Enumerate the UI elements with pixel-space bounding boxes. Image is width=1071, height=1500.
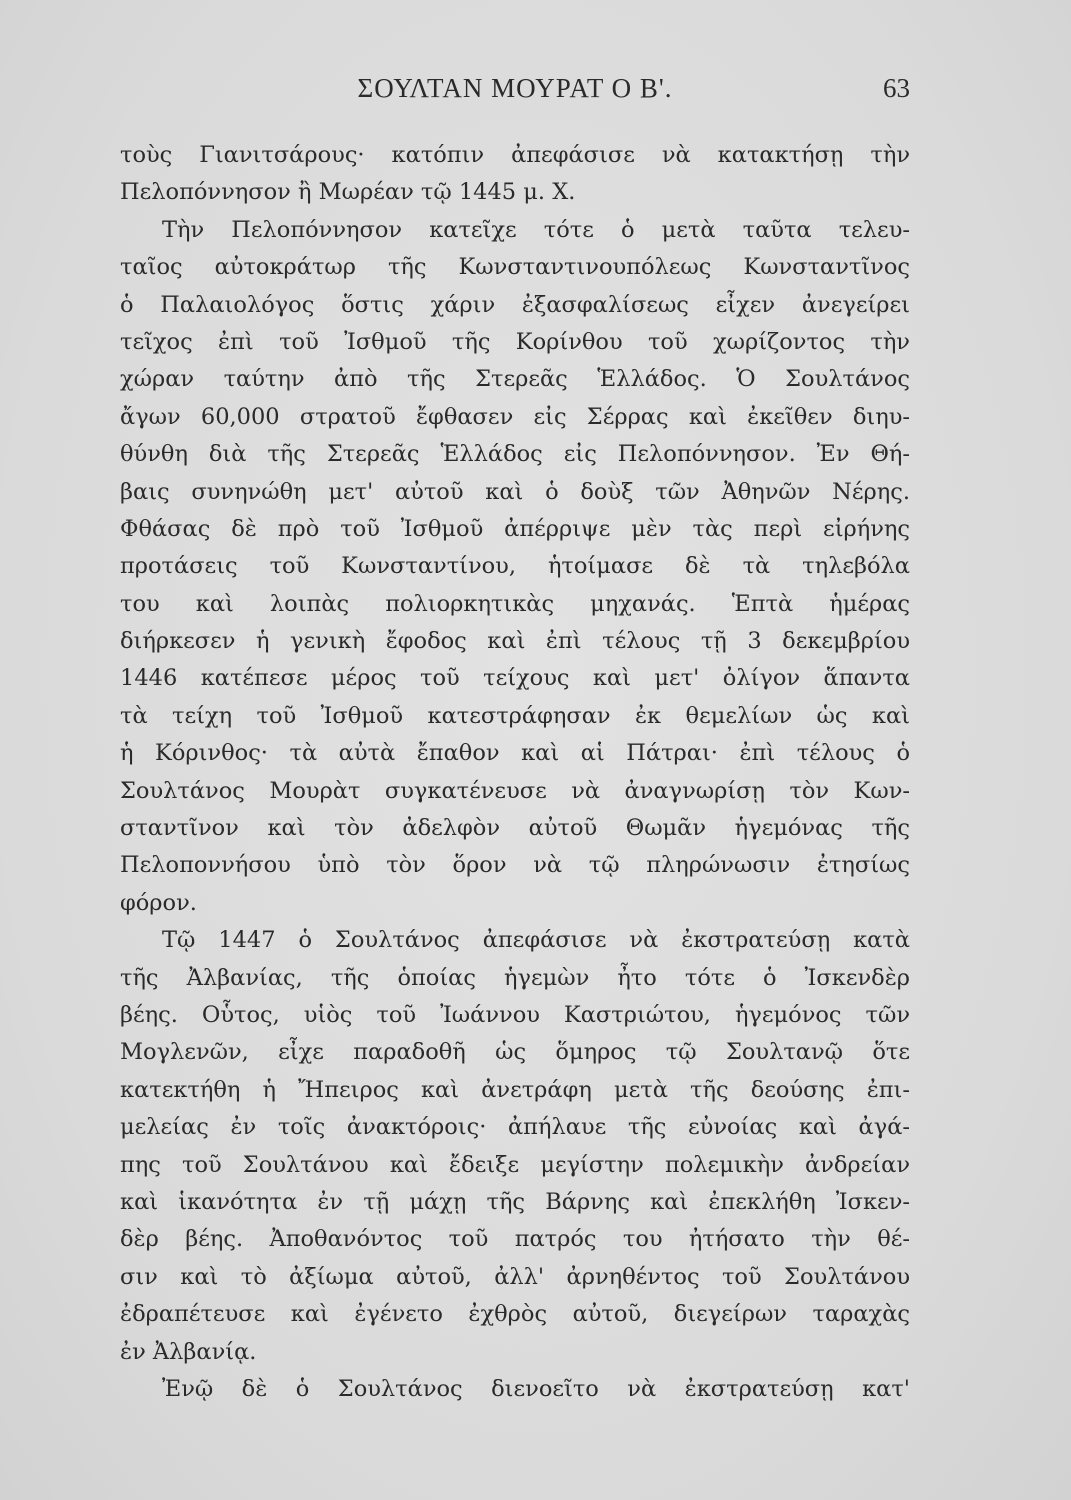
text-line: προτάσεις τοῦ Κωνσταντίνου, ἡτοίμασε δὲ τὰ τηλεβόλα xyxy=(120,553,910,580)
text-line: κατεκτήθη ἡ Ἤπειρος καὶ ἀνετράφη μετὰ τῆς δεούσης ἐπι- xyxy=(120,1076,910,1103)
text-line: καὶ ἱκανότητα ἐν τῇ μάχῃ τῆς Βάρνης καὶ ἐπεκλήθη Ἰσκεν- xyxy=(120,1188,910,1215)
text-line: Μογλενῶν, εἶχε παραδοθῆ ὡς ὅμηρος τῷ Σουλτανῷ ὅτε xyxy=(120,1039,910,1066)
text-line: 1446 κατέπεσε μέρος τοῦ τείχους καὶ μετ' ὀλίγον ἅπαντα xyxy=(120,665,910,692)
text-line: τὰ τείχη τοῦ Ἰσθμοῦ κατεστράφησαν ἐκ θεμελίων ὡς καὶ xyxy=(120,702,910,729)
text-line: φόρον. xyxy=(120,889,197,916)
text-line: θύνθη διὰ τῆς Στερεᾶς Ἑλλάδος εἰς Πελοπόννησον. Ἐν Θή- xyxy=(120,441,910,468)
text-line: Πελοπόννησον ἢ Μωρέαν τῷ 1445 μ. Χ. xyxy=(120,179,576,206)
text-line: δὲρ βέης. Ἀποθανόντος τοῦ πατρός του ἠτήσατο τὴν θέ- xyxy=(120,1226,910,1253)
text-line: χώραν ταύτην ἀπὸ τῆς Στερεᾶς Ἑλλάδος. Ὁ Σουλτάνος xyxy=(120,366,910,393)
running-title: ΣΟΥΛΤΑΝ ΜΟΥΡΑΤ Ο Β'. xyxy=(357,73,673,103)
text-line: σταντῖνον καὶ τὸν ἀδελφὸν αὐτοῦ Θωμᾶν ἡγεμόνας τῆς xyxy=(120,815,910,842)
text-line: ἡ Κόρινθος· τὰ αὐτὰ ἔπαθον καὶ αἱ Πάτραι· ἐπὶ τέλους ὁ xyxy=(120,740,910,767)
text-line: ἐν Ἀλβανίᾳ. xyxy=(120,1338,257,1365)
text-line: μελείας ἐν τοῖς ἀνακτόροις· ἀπήλαυε τῆς εὐνοίας καὶ ἀγά- xyxy=(120,1114,910,1141)
text-line: σιν καὶ τὸ ἀξίωμα αὐτοῦ, ἀλλ' ἀρνηθέντος τοῦ Σουλτάνου xyxy=(120,1263,910,1290)
page-number: 63 xyxy=(883,73,910,103)
text-line: ταῖος αὐτοκράτωρ τῆς Κωνσταντινουπόλεως Κωνσταντῖνος xyxy=(120,254,910,281)
text-line: βέης. Οὗτος, υἱὸς τοῦ Ἰωάννου Καστριώτου, ἡγεμόνος τῶν xyxy=(120,1001,910,1028)
text-line: ὁ Παλαιολόγος ὅστις χάριν ἐξασφαλίσεως εἶχεν ἀνεγείρει xyxy=(120,291,910,318)
text-line: ἄγων 60,000 στρατοῦ ἔφθασεν εἰς Σέρρας καὶ ἐκεῖθεν διηυ- xyxy=(120,403,910,430)
text-line: Τῷ 1447 ὁ Σουλτάνος ἀπεφάσισε νὰ ἐκστρατεύσῃ κατὰ xyxy=(162,927,910,954)
text-line: πης τοῦ Σουλτάνου καὶ ἔδειξε μεγίστην πολεμικὴν ἀνδρείαν xyxy=(120,1151,910,1178)
text-line: τοὺς Γιανιτσάρους· κατόπιν ἀπεφάσισε νὰ κατακτήσῃ τὴν xyxy=(120,142,910,168)
text-line: Ἐνῷ δὲ ὁ Σουλτάνος διενοεῖτο νὰ ἐκστρατεύσῃ κατ' xyxy=(162,1375,910,1402)
text-line: διήρκεσεν ἡ γενικὴ ἔφοδος καὶ ἐπὶ τέλους τῇ 3 δεκεμβρίου xyxy=(120,628,910,655)
text-line: Πελοποννήσου ὑπὸ τὸν ὅρον νὰ τῷ πληρώνωσιν ἐτησίως xyxy=(120,852,910,879)
text-line: ἐδραπέτευσε καὶ ἐγένετο ἐχθρὸς αὐτοῦ, διεγείρων ταραχὰς xyxy=(120,1301,910,1328)
text-line: Τὴν Πελοπόννησον κατεῖχε τότε ὁ μετὰ ταῦτα τελευ- xyxy=(162,216,910,243)
text-line: βαις συνηνώθη μετ' αὐτοῦ καὶ ὁ δοὺξ τῶν Ἀθηνῶν Νέρης. xyxy=(120,478,910,505)
text-line: τῆς Ἀλβανίας, τῆς ὁποίας ἡγεμὼν ἦτο τότε ὁ Ἰσκενδὲρ xyxy=(120,964,910,991)
text-line: Φθάσας δὲ πρὸ τοῦ Ἰσθμοῦ ἀπέρριψε μὲν τὰς περὶ εἰρήνης xyxy=(120,515,910,542)
text-line: Σουλτάνος Μουρὰτ συγκατένευσε νὰ ἀναγνωρίσῃ τὸν Κων- xyxy=(120,777,910,804)
text-line: τεῖχος ἐπὶ τοῦ Ἰσθμοῦ τῆς Κορίνθου τοῦ χωρίζοντος τὴν xyxy=(120,328,910,355)
running-head xyxy=(120,70,910,110)
text-line: του καὶ λοιπὰς πολιορκητικὰς μηχανάς. Ἑπτὰ ἡμέρας xyxy=(120,590,910,617)
body-text xyxy=(120,137,910,1408)
